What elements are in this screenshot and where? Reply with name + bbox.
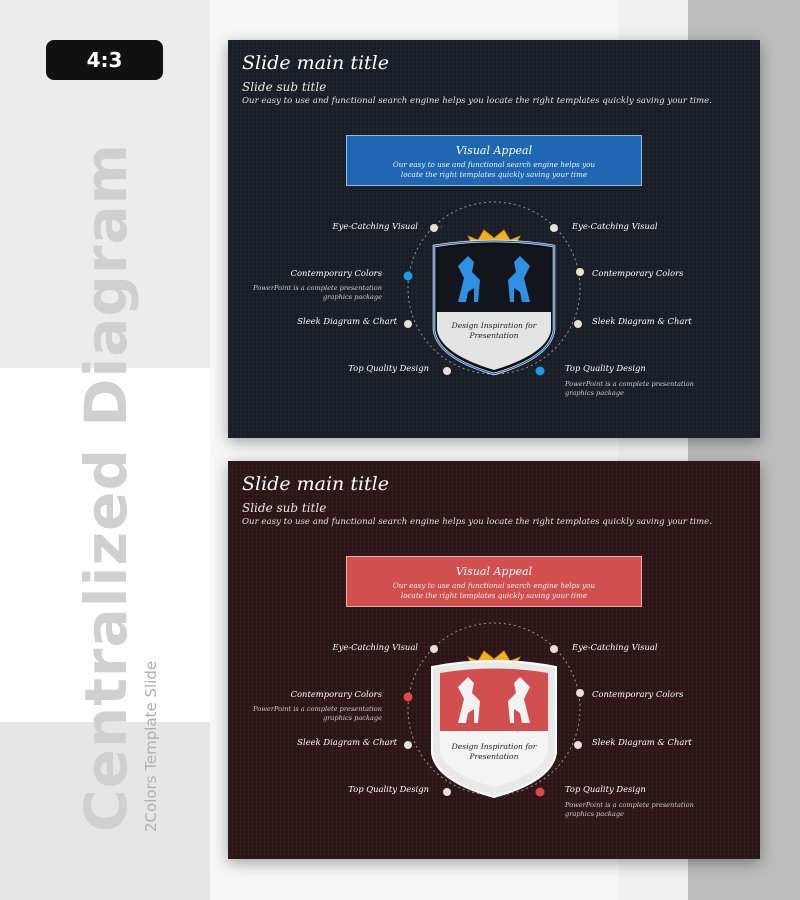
visual-appeal-banner — [346, 556, 642, 607]
note-quality — [565, 801, 694, 819]
note-quality — [565, 380, 694, 398]
banner-line-1: Our easy to use and functional search engine helps you — [392, 160, 596, 169]
dot-quality-right — [536, 788, 545, 797]
label-colors-right: Contemporary Colors — [592, 268, 684, 278]
banner-line-2: locate the right templates quickly saving your time — [400, 170, 588, 179]
label-sleek-right: Sleek Diagram & Chart — [592, 316, 692, 326]
dot-sleek-right — [574, 741, 582, 749]
label-sleek-left: Sleek Diagram & Chart — [297, 737, 397, 747]
label-sleek-left: Sleek Diagram & Chart — [297, 316, 397, 326]
note-colors-line-1: PowerPoint is a complete presentation — [253, 284, 382, 292]
banner-title: Visual Appeal — [455, 565, 533, 578]
dot-eye-right — [550, 645, 558, 653]
label-eye-left: Eye-Catching Visual — [332, 642, 418, 652]
slide-title: Slide main title — [242, 52, 389, 74]
dot-quality-right — [536, 367, 545, 376]
dot-eye-right — [550, 224, 558, 232]
shield-icon — [434, 241, 554, 374]
shield-icon — [432, 661, 556, 797]
slide-description: Our easy to use and functional search engine helps you locate the right templates quickly saving your time. — [242, 96, 712, 106]
note-quality-line-2: graphics package — [565, 810, 624, 818]
dot-quality-left — [443, 788, 451, 796]
label-eye-right: Eye-Catching Visual — [572, 221, 658, 231]
label-colors-left: Contemporary Colors — [290, 268, 382, 278]
dot-quality-left — [443, 367, 451, 375]
dot-colors-right — [576, 268, 584, 276]
banner-line-1: Our easy to use and functional search engine helps you — [392, 581, 596, 590]
shield-caption-line-2: Presentation — [469, 752, 519, 761]
label-quality-right: Top Quality Design — [565, 784, 646, 794]
banner-line-2: locate the right templates quickly saving your time — [400, 591, 588, 600]
shield-caption-line-2: Presentation — [469, 331, 519, 340]
label-eye-right: Eye-Catching Visual — [572, 642, 658, 652]
note-colors-line-1: PowerPoint is a complete presentation — [253, 705, 382, 713]
slide-subtitle: Slide sub title — [242, 501, 327, 515]
note-colors-line-2: graphics package — [323, 293, 382, 301]
shield-caption — [446, 321, 542, 341]
dot-sleek-right — [574, 320, 582, 328]
note-colors — [253, 284, 382, 302]
dot-sleek-left — [404, 320, 412, 328]
dot-eye-left — [430, 224, 438, 232]
shield-caption-line-1: Design Inspiration for — [451, 742, 537, 751]
dot-colors-right — [576, 689, 584, 697]
label-colors-left: Contemporary Colors — [290, 689, 382, 699]
note-colors-line-2: graphics package — [323, 714, 382, 722]
label-sleek-right: Sleek Diagram & Chart — [592, 737, 692, 747]
banner-title: Visual Appeal — [455, 144, 533, 157]
label-quality-left: Top Quality Design — [348, 363, 429, 373]
shield-caption-line-1: Design Inspiration for — [451, 321, 537, 330]
visual-appeal-banner — [346, 135, 642, 186]
slide-preview-dark[interactable] — [228, 40, 760, 438]
vertical-title: Centralized Diagram — [72, 142, 140, 832]
dot-eye-left — [430, 645, 438, 653]
label-quality-right: Top Quality Design — [565, 363, 646, 373]
vertical-subtitle: 2Colors Template Slide — [142, 660, 160, 832]
slide-subtitle: Slide sub title — [242, 80, 327, 94]
note-quality-line-2: graphics package — [565, 389, 624, 397]
dot-colors-left — [404, 272, 413, 281]
note-quality-line-1: PowerPoint is a complete presentation — [565, 801, 694, 809]
label-eye-left: Eye-Catching Visual — [332, 221, 418, 231]
label-quality-left: Top Quality Design — [348, 784, 429, 794]
note-colors — [253, 705, 382, 723]
label-colors-right: Contemporary Colors — [592, 689, 684, 699]
slide-preview-red[interactable] — [228, 461, 760, 859]
slide-description: Our easy to use and functional search engine helps you locate the right templates quickly saving your time. — [242, 517, 712, 527]
dot-sleek-left — [404, 741, 412, 749]
aspect-ratio-badge: 4:3 — [46, 40, 163, 80]
slide-title: Slide main title — [242, 473, 389, 495]
dot-colors-left — [404, 693, 413, 702]
note-quality-line-1: PowerPoint is a complete presentation — [565, 380, 694, 388]
shield-caption — [446, 742, 542, 762]
